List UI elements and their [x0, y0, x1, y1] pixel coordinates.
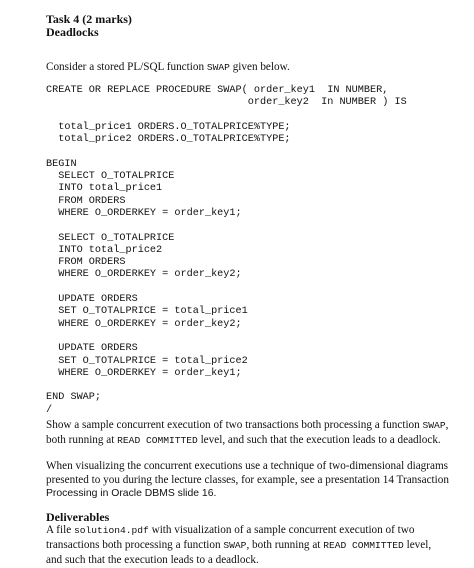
intro-text — [46, 60, 290, 75]
d1-code: solution4.pdf — [73, 525, 149, 536]
p1-end: , — [445, 419, 449, 431]
d1-a: A file — [46, 524, 74, 536]
task-title: Task 4 (2 marks) — [46, 12, 132, 26]
code-line: WHERE O_ORDERKEY = order_key2; — [46, 318, 242, 330]
intro-after: given below. — [229, 61, 290, 73]
code-line: BEGIN — [46, 158, 77, 170]
p1-end-2: level, and such that the execution leads to a deadlock. — [197, 434, 441, 447]
paragraph-visualization-line-1: When visualizing the concurrent executions use a technique of two-dimensional diagrams — [46, 460, 449, 472]
code-line: WHERE O_ORDERKEY = order_key1; — [46, 207, 242, 219]
code-line: SET O_TOTALPRICE = total_price2 — [46, 355, 248, 367]
code-line: FROM ORDERS — [46, 257, 126, 269]
code-line: SELECT O_TOTALPRICE — [46, 232, 175, 244]
code-line: WHERE O_ORDERKEY = order_key1; — [46, 367, 242, 379]
code-block — [46, 85, 407, 417]
deliverables-title: Deliverables — [46, 510, 110, 524]
paragraph-task-line-1 — [46, 418, 449, 433]
d2-b: , both running at — [246, 539, 324, 552]
code-line: WHERE O_ORDERKEY = order_key2; — [46, 269, 242, 281]
intro-code: SWAP — [206, 62, 230, 73]
task-subtitle: Deadlocks — [46, 25, 99, 39]
code-line: SELECT O_TOTALPRICE — [46, 171, 175, 183]
intro-before: Consider a stored PL/SQL function — [46, 61, 207, 73]
p1-code: SWAP — [422, 420, 446, 431]
code-line — [46, 110, 407, 122]
code-line: FROM ORDERS — [46, 195, 126, 207]
code-line: INTO total_price1 — [46, 183, 163, 195]
d1-b: with visualization of a sample concurrent execution of two — [148, 524, 415, 536]
code-line: total_price1 ORDERS.O_TOTALPRICE%TYPE; — [46, 121, 291, 133]
code-line: INTO total_price2 — [46, 244, 163, 256]
code-line: UPDATE ORDERS — [46, 294, 138, 306]
p1-text: Show a sample concurrent execution of two transactions both processing a function — [46, 419, 423, 431]
code-line — [46, 220, 407, 232]
code-line: UPDATE ORDERS — [46, 343, 138, 355]
paragraph-visualization-line-3: Processing in Oracle DBMS slide 16. — [46, 488, 217, 500]
deliverables-line-1 — [46, 523, 438, 538]
code-line: total_price2 ORDERS.O_TOTALPRICE%TYPE; — [46, 134, 291, 146]
d2-c: level, — [403, 539, 432, 552]
code-line: SET O_TOTALPRICE = total_price1 — [46, 306, 248, 318]
deliverables-line-3: and such that the execution leads to a deadlock. — [46, 554, 259, 567]
code-line — [46, 146, 407, 158]
d2-code-2: READ COMMITTED — [323, 540, 404, 552]
paragraph-task — [46, 418, 449, 448]
deliverables-text — [46, 523, 438, 568]
paragraph-task-line-2 — [46, 433, 441, 448]
deliverables-line-2 — [46, 538, 438, 553]
code-line: order_key2 In NUMBER ) IS — [46, 97, 407, 109]
code-line: END SWAP; — [46, 392, 102, 404]
d2-a: transactions both processing a function — [46, 539, 224, 552]
code-line — [46, 282, 407, 294]
paragraph-visualization-line-2: presented to you during the lecture classes, for example, see a presentation 14 Transaction — [46, 474, 449, 487]
code-line — [46, 380, 407, 392]
p1-text-2: both running at — [46, 434, 118, 447]
code-line: CREATE OR REPLACE PROCEDURE SWAP( order_key1 IN NUMBER, — [46, 85, 389, 96]
p1-code-2: READ COMMITTED — [117, 435, 198, 447]
d2-code: SWAP — [223, 540, 247, 552]
paragraph-visualization — [46, 459, 449, 502]
code-line — [46, 331, 407, 343]
code-line: / — [46, 404, 53, 416]
